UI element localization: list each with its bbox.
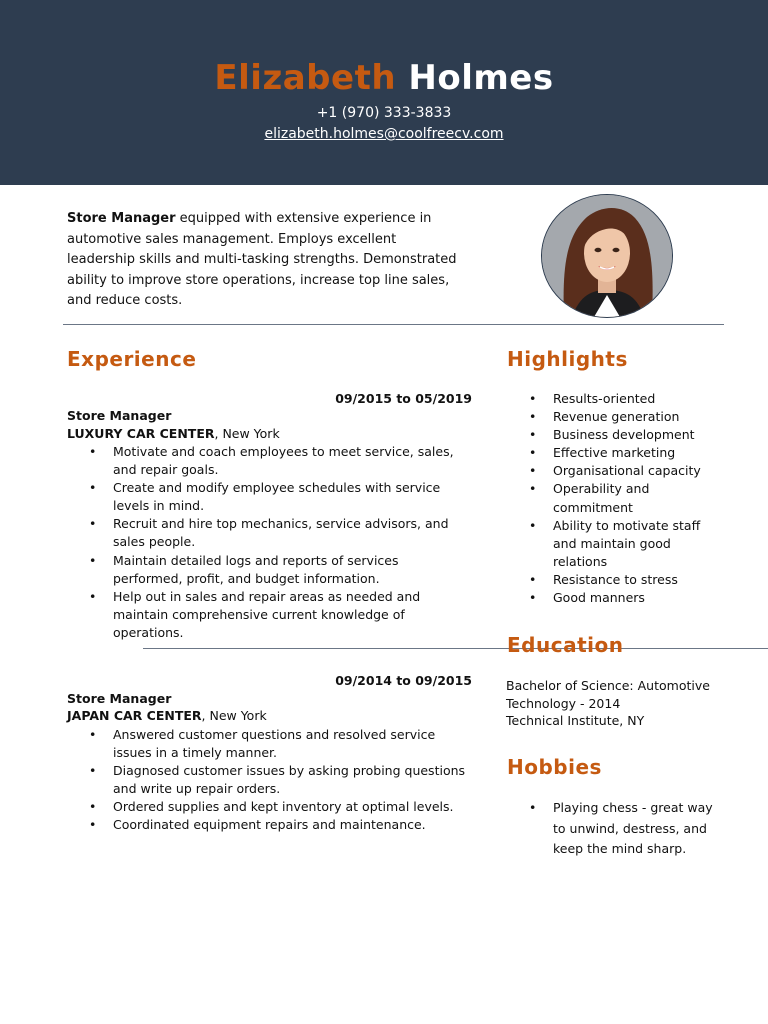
job-1-company [67, 426, 280, 441]
candidate-name [0, 58, 768, 98]
education-heading: Education [507, 633, 624, 657]
job-1-location: , New York [214, 426, 280, 441]
list-item: • Ordered supplies and kept inventory at optimal levels. [89, 798, 469, 816]
list-item: • Help out in sales and repair areas as needed and maintain comprehensive current knowledge of operations. [89, 588, 459, 642]
experience-heading: Experience [67, 347, 197, 371]
education-field-year: Technology - 2014 [506, 695, 621, 711]
list-item: • Effective marketing [529, 444, 729, 462]
list-item: • Maintain detailed logs and reports of services performed, profit, and budget information. [89, 552, 459, 588]
header-banner [0, 0, 768, 185]
highlights-list [529, 390, 729, 607]
job-divider [143, 648, 768, 649]
list-item: • Revenue generation [529, 408, 729, 426]
list-item: • Results-oriented [529, 390, 729, 408]
job-1-dates: 09/2015 to 05/2019 [335, 391, 472, 406]
hobbies-list [529, 798, 719, 860]
job-2-company [67, 708, 267, 723]
list-item: • Resistance to stress [529, 571, 729, 589]
list-item: • Playing chess - great way to unwind, destress, and keep the mind sharp. [529, 798, 719, 860]
portrait-image [542, 195, 672, 317]
list-item: • Diagnosed customer issues by asking probing questions and write up repair orders. [89, 762, 469, 798]
email-link[interactable]: elizabeth.holmes@coolfreecv.com [264, 126, 504, 142]
job-2-location: , New York [201, 708, 267, 723]
job-1-company-name: LUXURY CAR CENTER [67, 426, 215, 441]
job-1-duties [89, 443, 459, 642]
last-name: Holmes [408, 58, 554, 98]
education-institution: Technical Institute, NY [506, 713, 645, 728]
list-item: • Good manners [529, 589, 729, 607]
list-item: • Coordinated equipment repairs and maintenance. [89, 816, 469, 834]
profile-photo [541, 194, 673, 318]
list-item: • Ability to motivate staff and maintain good relations [529, 517, 713, 571]
list-item: • Organisational capacity [529, 462, 729, 480]
first-name: Elizabeth [214, 58, 397, 98]
summary-title: Store Manager [67, 211, 176, 226]
highlights-heading: Highlights [507, 347, 628, 371]
summary-text: equipped with extensive experience in automotive sales management. Employs excellent leadership skills and multi-tasking strengths. Demonstrated ability to improve store operations, increase top line sales, and reduce costs. [67, 211, 457, 308]
job-1-title: Store Manager [67, 408, 172, 423]
list-item: • Motivate and coach employees to meet service, sales, and repair goals. [89, 443, 459, 479]
education-details [506, 677, 710, 730]
education-degree: Bachelor of Science: Automotive [506, 678, 710, 693]
job-2-duties [89, 726, 469, 835]
list-item: • Recruit and hire top mechanics, service advisors, and sales people. [89, 515, 459, 551]
job-2-dates: 09/2014 to 09/2015 [335, 673, 472, 688]
summary-divider [63, 324, 724, 325]
phone-number: +1 (970) 333-3833 [316, 105, 452, 121]
hobbies-heading: Hobbies [507, 755, 602, 779]
list-item: • Create and modify employee schedules with service levels in mind. [89, 479, 459, 515]
list-item: • Answered customer questions and resolved service issues in a timely manner. [89, 726, 469, 762]
job-2-title: Store Manager [67, 691, 172, 706]
job-2-company-name: JAPAN CAR CENTER [67, 708, 202, 723]
profile-summary [67, 209, 467, 312]
list-item: • Business development [529, 426, 729, 444]
list-item: • Operability and commitment [529, 480, 663, 516]
